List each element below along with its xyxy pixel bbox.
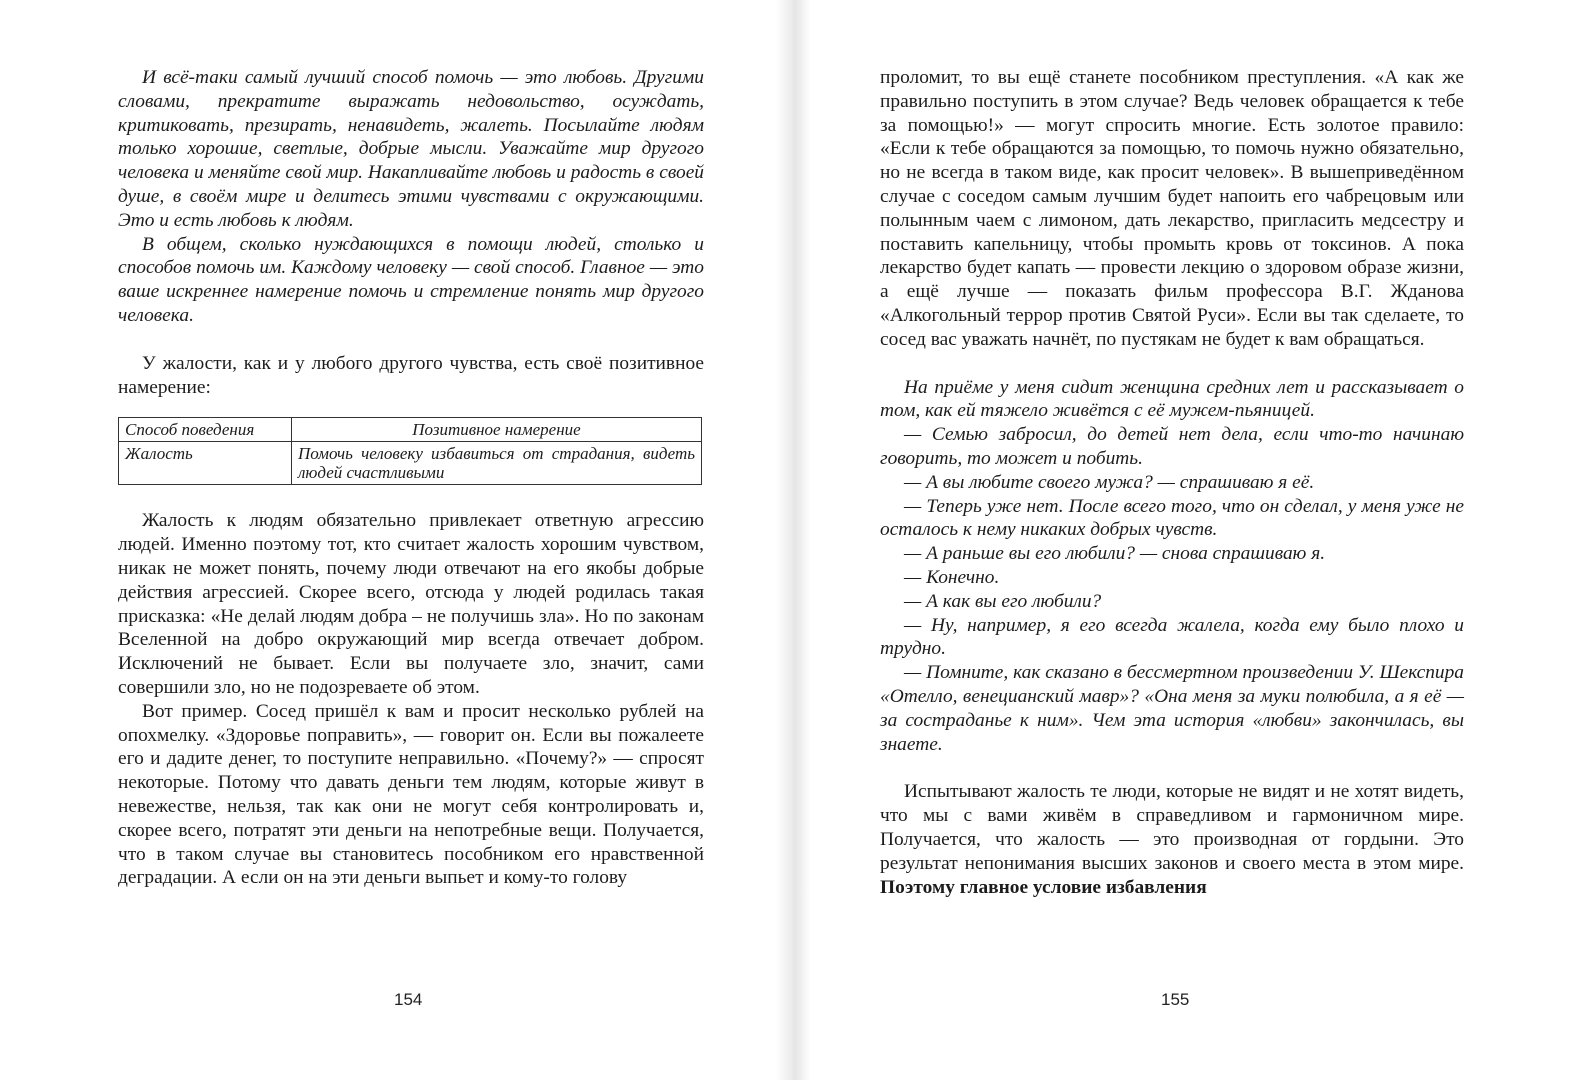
dialogue-line: На приёме у меня сидит женщина средних лет и рассказывает о том, как ей тяжело живётся с её мужем-пьяницей. [880, 376, 1464, 422]
table-intro: У жалости, как и у любого другого чувства, есть своё позитивное намерение: [118, 352, 704, 398]
page-number-left: 154 [394, 990, 423, 1009]
dialogue-line: — А как вы его любили? [904, 590, 1102, 612]
dialogue-line: — А вы любите своего мужа? — спрашиваю я её. [904, 471, 1315, 493]
closing-text: Испытывают жалость те люди, которые не видят и не хотят видеть, что мы с вами живём в справедливом и гармоничном мире. Получается, что жалость — это производная от гордыни. Это результат непонимания высших законов и своего места в этом мире. [880, 781, 1464, 874]
paragraph: Вот пример. Сосед пришёл к вам и просит несколько рублей на опохмелку. «Здоровье поправить», — говорит он. Если вы пожалеете его и дадите денег, то поступите неправильно. «Почему?» — спросят некоторые. Потому что давать деньги тем людям, которые живут в невежестве, нельзя, так как они не могут себя контролировать и, скорее всего, потратят эти деньги на непотребные вещи. Получается, что в таком случае вы становитесь пособником его нравственной деградации. А если он на эти деньги выпьет и кому-то голову [118, 700, 704, 889]
table-header-behavior: Способ поведения [119, 418, 292, 442]
right-page [880, 66, 1464, 899]
dialogue-line: — Семью забросил, до детей нет дела, если что-то начинаю говорить, то может и побить. [880, 424, 1464, 469]
paragraph: И всё-таки самый лучший способ помочь — это любовь. Другими словами, прекратите выражать недовольство, осуждать, критиковать, презирать, ненавидеть, жалеть. Посылайте людям только хорошие, светлые, добрые мысли. Уважайте мир другого человека и меняйте свой мир. Накапливайте любовь и радость в своей душе, в своём мире и делитесь этими чувствами с окружающими. Это и есть любовь к людям. [118, 67, 704, 231]
dialogue-line: — Ну, например, я его всегда жалела, когда ему было плохо и трудно. [880, 614, 1464, 660]
dialogue-line: — Теперь уже нет. После всего того, что он сделал, у меня уже не осталось к нему никаких добрых чувств. [880, 495, 1464, 541]
paragraph: проломит, то вы ещё станете пособником преступления. «А как же правильно поступить в этом случае? Ведь человек обращается к тебе за помощью!» — могут спросить многие. Есть золотое правило: «Если к тебе обращаются за помощью, то помочь нужно обязательно, но не всегда в таком виде, как просит человек». В вышеприведённом случае с соседом самым лучшим будет напоить его чабрецовым или полынным чаем с лимоном, дать лекарство, пригласить медсестру и поставить капельницу, чтобы промыть кровь от токсинов. А пока лекарство будет капать — провести лекцию о здоровом образе жизни, а ещё лучше — показать фильм профессора В.Г. Жданова «Алкогольный террор против Святой Руси». Если вы так сделаете, то сосед вас уважать начнёт, по пустякам не будет к вам обращаться. [880, 67, 1464, 350]
left-page [118, 66, 704, 890]
page-number-right: 155 [1161, 990, 1190, 1009]
table-header-intention: Позитивное намерение [292, 418, 702, 442]
closing-bold-text: Поэтому главное условие избавления [880, 876, 1207, 898]
intention-table [118, 417, 702, 485]
book-gutter [776, 0, 810, 1080]
closing-paragraph [880, 780, 1464, 899]
paragraph: Жалость к людям обязательно привлекает ответную агрессию людей. Именно поэтому тот, кто считает жалость хорошим чувством, никак не может понять, почему люди отвечают на его якобы добрые действия агрессией. Скорее всего, отсюда у людей родилась такая присказка: «Не делай людям добра – не получишь зла». Но по законам Вселенной на добро окружающий мир всегда отвечает добром. Исключений не бывает. Если вы получаете зло, значит, сами совершили зло, но не подозреваете об этом. [118, 510, 704, 698]
dialogue-line: — А раньше вы его любили? — снова спрашиваю я. [904, 543, 1326, 565]
dialogue-line: — Помните, как сказано в бессмертном произведении У. Шекспира «Отелло, венецианский мавр»? «Она меня за муки полюбила, а я её — за состраданье к ним». Чем эта история «любви» закончилась, вы знаете. [880, 662, 1464, 755]
table-row [119, 442, 702, 485]
table-cell-intention: Помочь человеку избавиться от страдания, видеть людей счастливыми [292, 442, 702, 485]
paragraph: В общем, сколько нуждающихся в помощи людей, столько и способов помочь им. Каждому человеку — свой способ. Главное — это ваше искреннее намерение помочь и стремление понять мир другого человека. [118, 233, 704, 326]
table-header-row [119, 418, 702, 442]
table-cell-behavior: Жалость [119, 442, 292, 485]
dialogue-line: — Конечно. [904, 566, 1000, 588]
